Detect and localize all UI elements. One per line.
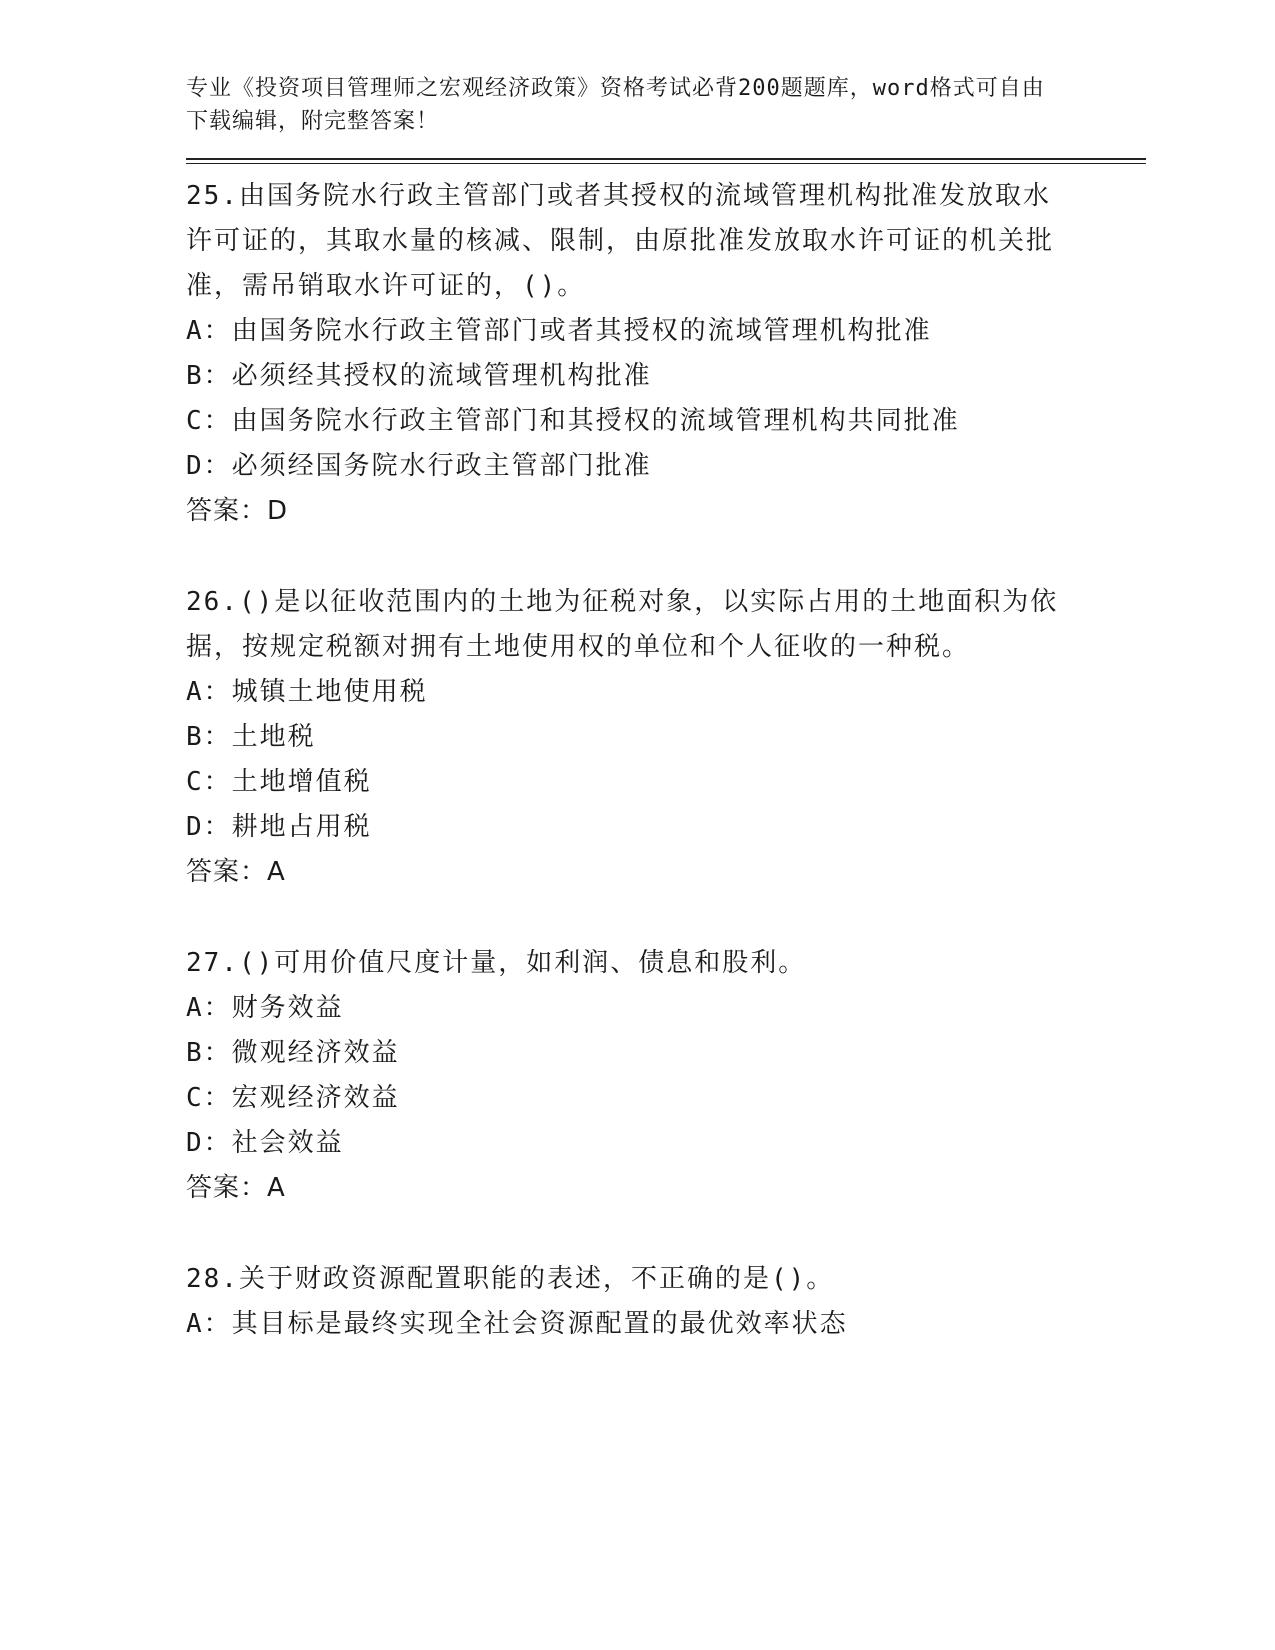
question-stem: 25.由国务院水行政主管部门或者其授权的流域管理机构批准发放取水许可证的，其取水量的核减、限制，由原批准发放取水许可证的机关批准，需吊销取水许可证的，()。 <box>186 181 1055 301</box>
answer: 答案：A <box>186 1173 286 1203</box>
question-28 <box>186 1257 1146 1347</box>
question-27 <box>186 941 1146 1211</box>
option-a: A：城镇土地使用税 <box>186 677 428 707</box>
option-c: C：由国务院水行政主管部门和其授权的流域管理机构共同批准 <box>186 406 960 436</box>
question-stem: 27.()可用价值尺度计量，如利润、债息和股利。 <box>186 948 807 978</box>
document-header: 专业《投资项目管理师之宏观经济政策》资格考试必背200题题库，word格式可自由下载编辑，附完整答案！ <box>186 76 1045 134</box>
option-b: B：微观经济效益 <box>186 1038 400 1068</box>
option-a: A：由国务院水行政主管部门或者其授权的流域管理机构批准 <box>186 316 932 346</box>
option-c: C：土地增值税 <box>186 767 372 797</box>
option-d: D：必须经国务院水行政主管部门批准 <box>186 451 652 481</box>
question-25 <box>186 174 1146 534</box>
question-stem: 26.()是以征收范围内的土地为征税对象，以实际占用的土地面积为依据，按规定税额对拥有土地使用权的单位和个人征收的一种税。 <box>186 587 1059 662</box>
header-divider <box>186 158 1146 164</box>
question-stem: 28.关于财政资源配置职能的表述，不正确的是()。 <box>186 1264 835 1294</box>
option-a: A：其目标是最终实现全社会资源配置的最优效率状态 <box>186 1309 848 1339</box>
answer: 答案：D <box>186 496 289 526</box>
option-d: D：社会效益 <box>186 1128 344 1158</box>
option-a: A：财务效益 <box>186 993 344 1023</box>
option-d: D：耕地占用税 <box>186 812 372 842</box>
option-b: B：必须经其授权的流域管理机构批准 <box>186 361 652 391</box>
answer: 答案：A <box>186 857 286 887</box>
document-page <box>186 72 1146 1347</box>
option-b: B：土地税 <box>186 722 316 752</box>
question-26 <box>186 580 1146 895</box>
option-c: C：宏观经济效益 <box>186 1083 400 1113</box>
